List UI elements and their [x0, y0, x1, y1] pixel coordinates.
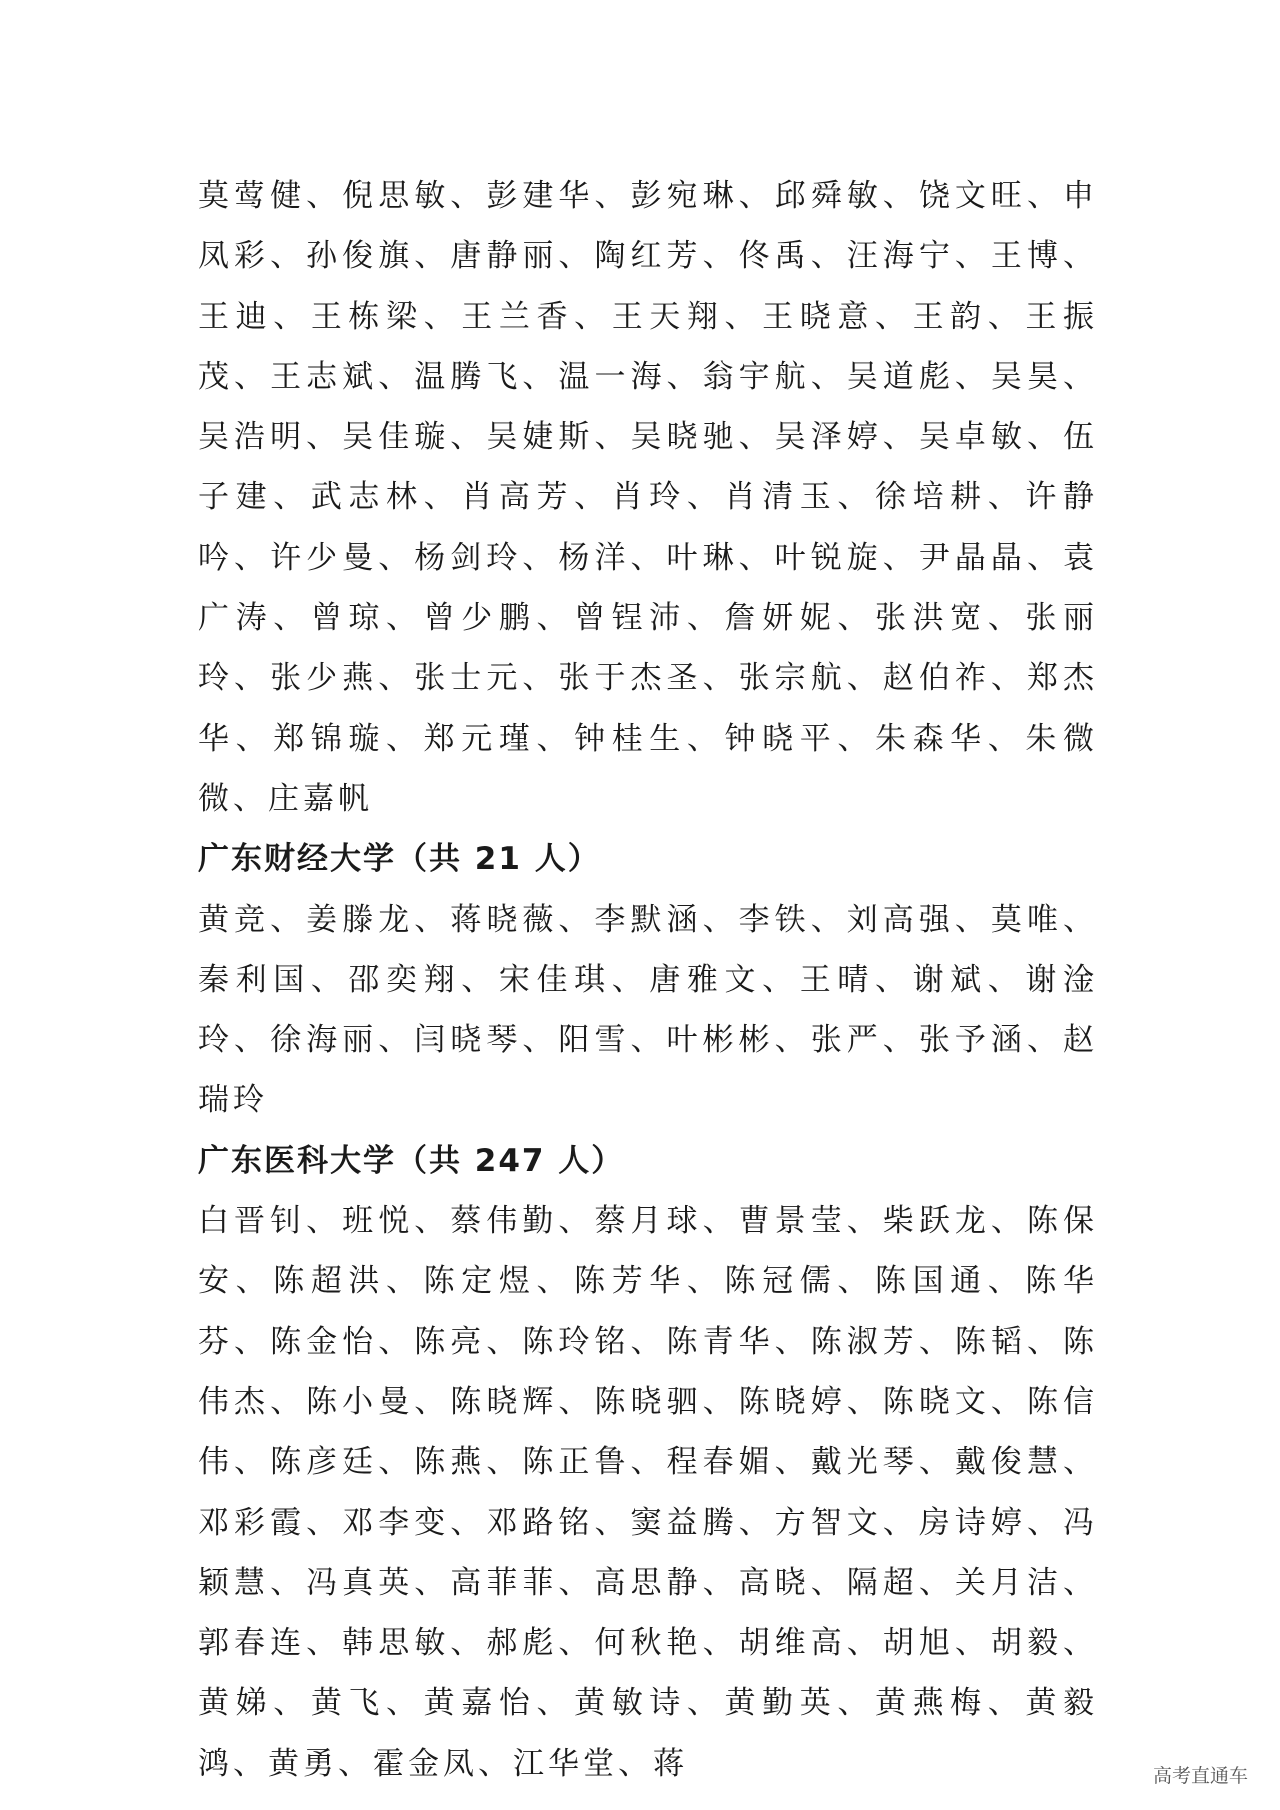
section-heading-gdufe: 广东财经大学（共 21 人）: [198, 841, 601, 878]
name-list-gdmu: 白晋钊、班悦、蔡伟勤、蔡月球、曹景莹、柴跃龙、陈保安、陈超洪、陈定煜、陈芳华、陈冠儒、陈国通、陈华芬、陈金怡、陈亮、陈玲铭、陈青华、陈淑芳、陈韬、陈伟杰、陈小曼、陈晓辉、陈晓驷、陈晓婷、陈晓文、陈信伟、陈彦廷、陈燕、陈正鲁、程春媚、戴光琴、戴俊慧、邓彩霞、邓李变、邓路铭、窦益腾、方智文、房诗婷、冯颖慧、冯真英、高菲菲、高思静、高晓、隔超、关月洁、郭春连、韩思敏、郝彪、何秋艳、胡维高、胡旭、胡毅、黄娣、黄飞、黄嘉怡、黄敏诗、黄勤英、黄燕梅、黄毅鸿、黄勇、霍金凤、江华堂、蒋: [198, 1203, 1098, 1782]
section-heading-gdmu: 广东医科大学（共 247 人）: [198, 1142, 625, 1179]
document-page: [198, 166, 1098, 1794]
name-list-continued: 莫莺健、倪思敏、彭建华、彭宛琳、邱舜敏、饶文旺、申凤彩、孙俊旗、唐静丽、陶红芳、佟禹、汪海宁、王博、王迪、王栋梁、王兰香、王天翔、王晓意、王韵、王振茂、王志斌、温腾飞、温一海、翁宇航、吴道彪、吴昊、吴浩明、吴佳璇、吴婕斯、吴晓驰、吴泽婷、吴卓敏、伍子建、武志林、肖高芳、肖玲、肖清玉、徐培耕、许静吟、许少曼、杨剑玲、杨洋、叶琳、叶锐旋、尹晶晶、袁广涛、曾琼、曾少鹏、曾锃沛、詹妍妮、张洪宽、张丽玲、张少燕、张士元、张于杰圣、张宗航、赵伯祚、郑杰华、郑锦璇、郑元瑾、钟桂生、钟晓平、朱森华、朱微微、庄嘉帆: [198, 178, 1098, 817]
name-list-gdufe: 黄竞、姜滕龙、蒋晓薇、李默涵、李铁、刘高强、莫唯、秦利国、邵奕翔、宋佳琪、唐雅文、王晴、谢斌、谢淦玲、徐海丽、闫晓琴、阳雪、叶彬彬、张严、张予涵、赵瑞玲: [198, 901, 1098, 1119]
footer-watermark: 高考直通车: [1152, 1765, 1248, 1787]
